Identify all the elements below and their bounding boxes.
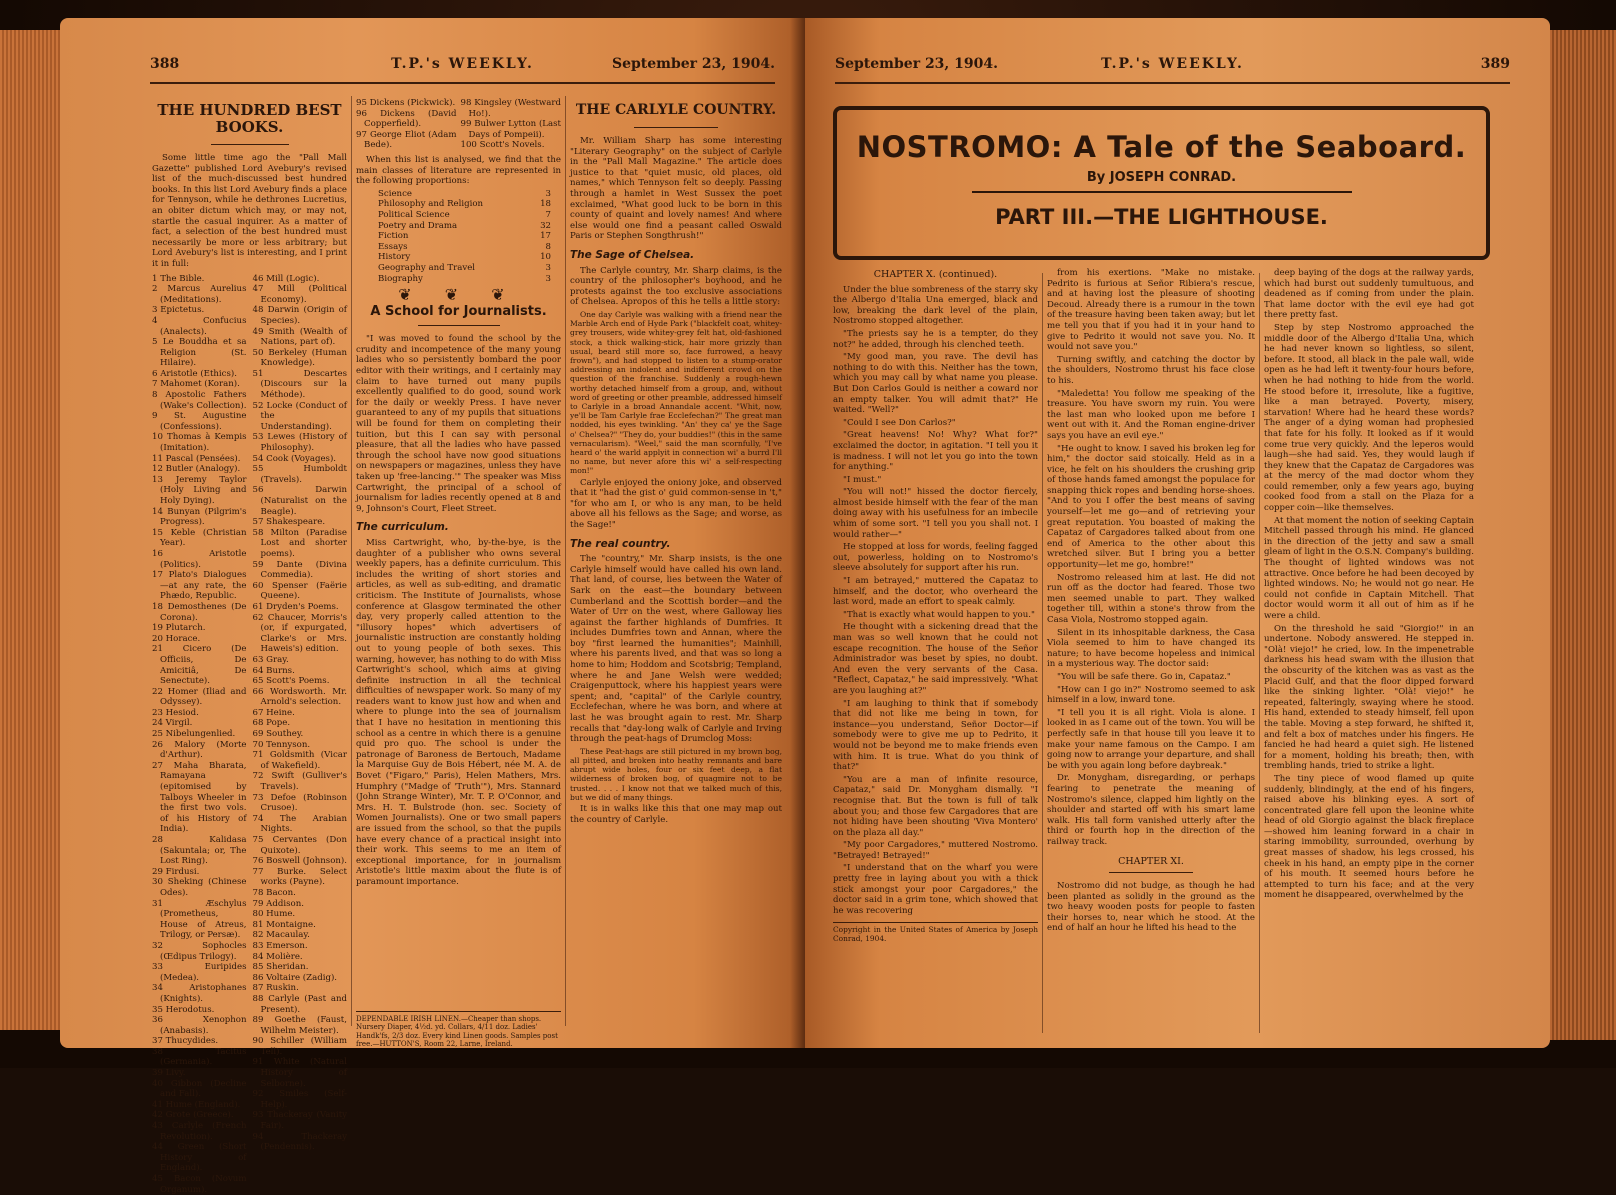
- story-paragraph: "My poor Cargadores," muttered Nostromo. "Betrayed! Betrayed!": [833, 840, 1038, 861]
- proportion-value: 3: [545, 262, 551, 273]
- story-column-3: [1264, 268, 1474, 1038]
- book-list-item: 59 Dante (Divina Commedia).: [252, 559, 347, 581]
- book-list-item: 47 Mill (Political Economy).: [252, 284, 347, 305]
- book-list-item: 6 Aristotle (Ethics).: [152, 368, 237, 379]
- book-list-item: 54 Cook (Voyages).: [252, 453, 337, 464]
- story-paragraph: "Could I see Don Carlos?": [843, 417, 956, 428]
- book-list-item: 74 The Arabian Nights.: [252, 813, 347, 835]
- left-date: September 23, 1904.: [611, 56, 775, 72]
- book-list-item: 1 The Bible.: [152, 273, 205, 284]
- column-rule: [1042, 273, 1043, 1033]
- proportion-row: [356, 210, 561, 221]
- story-column-1-text: [833, 285, 1038, 917]
- book-list-item: 86 Voltaire (Zadig).: [252, 972, 338, 983]
- real-country-head: The real country.: [570, 537, 671, 550]
- chapter-xi-opening: Nostromo did not budge, as though he had been planted as solidly in the ground as the two heavy wooden posts for people to fasten their horses to, near which he stood. At the end of half an hour he lifted his head to the: [1047, 881, 1255, 934]
- book-list-item: 32 Sophocles (Œdipus Trilogy).: [152, 940, 247, 962]
- book-list-item: 23 Hesiod.: [152, 707, 199, 718]
- divider: [1109, 872, 1192, 873]
- book-list-item: 53 Lewes (History of Philosophy).: [252, 432, 347, 454]
- book-list-item: 5 Le Bouddha et sa Religion (St. Hilaire).: [152, 337, 247, 369]
- book-list-item: 36 Xenophon (Anabasis).: [152, 1015, 247, 1036]
- carlyle-quote: One day Carlyle was walking with a friend near the Marble Arch end of Hyde Park ("blackfelt coat, whitey-grey trousers, wide whitey-grey felt hat, old-fashioned stock, a thick walking-stick, hair more grizzly than usual, beard still more so, face furrowed, a heavy frown"), and had stopped to listen to a stump-orator addressing an indolent and indifferent crowd on the question of the franchise. Suddenly a rough-hewn worthy detached himself from a group, and, without word of greeting or other preamble, addressed himself to Carlyle in a broad Annandale accent. "Whit, now, ye'll be Tam Carlyle frae Ecclefechan?" The great man nodded, his eyes twinkling. "An' they ca' ye the Sage o' Chelsea?" "They do, your buddies!" (this in the same vernacularism). "Weel," said the man scornfully, "I've heard o' the warld applyit in connection wi' a burrd I'll no name, but never afore this wi' a self-respecting mon!": [570, 309, 782, 476]
- book-list-item: 40 Gibbon (Decline and Fall).: [152, 1078, 247, 1100]
- book-list-item: 37 Thucydides.: [152, 1036, 219, 1047]
- page-edges-right: [1546, 30, 1616, 1040]
- book-list-item: 24 Virgil.: [152, 718, 193, 729]
- book-list-item: 41 Hume (England).: [152, 1099, 241, 1110]
- ornament: ❦ ❦ ❦: [398, 285, 519, 305]
- proportion-row: [356, 263, 561, 274]
- carlyle-p1: Mr. William Sharp has some interesting "Literary Geography" on the subject of Carlyle in the "Pall Mall Magazine." The article does justice to that "quiet music, old places, old names," which Tennyson felt so deeply. Passing through a hamlet in West Sussex the poet exclaimed, "What good luck to be born in this county of quaint and lovely names! And where else would one find a peasant called Oswald Paris or Stephen Songthrush!": [570, 136, 782, 242]
- right-date: September 23, 1904.: [835, 56, 999, 72]
- book-list-item: 42 Grote (Greece).: [152, 1110, 234, 1121]
- story-paragraph: Turning swiftly, and catching the doctor by the shoulders, Nostromo thrust his face close to his.: [1047, 354, 1255, 386]
- story-paragraph: "I tell you it is all right. Viola is alone. I looked in as I came out of the town. You will be perfectly safe in that house till you leave it to make your name famous on the Campo. I am going now to arrange your departure, and shall be with you again long before daybreak.": [1047, 707, 1255, 771]
- story-paragraph: Under the blue sombreness of the starry sky the Albergo d'Italia Una emerged, black and low, breaking the dark level of the plain, Nostromo stopped altogether.: [833, 284, 1038, 327]
- book-list-item: 2 Marcus Aurelius (Meditations).: [152, 284, 247, 305]
- proportion-value: 17: [540, 231, 551, 242]
- proportion-label: Philosophy and Religion: [378, 199, 484, 210]
- book-list-item: 80 Hume.: [252, 909, 296, 920]
- proportion-label: Geography and Travel: [378, 262, 476, 273]
- story-paragraph: "You will be safe there. Go in, Capataz.": [1057, 671, 1231, 682]
- story-paragraph: "That is exactly what would happen to you.": [843, 609, 1035, 620]
- sage-head: The Sage of Chelsea.: [570, 248, 695, 261]
- proportion-row: [356, 231, 561, 242]
- book-list-item: 56 Darwin (Naturalist on the Beagle).: [252, 485, 347, 517]
- book-list-item: 93 Thackeray (Vanity Fair).: [252, 1110, 347, 1132]
- book-list-item: 71 Goldsmith (Vicar of Wakefield).: [252, 750, 347, 771]
- book-list-item: 16 Aristotle (Politics).: [152, 548, 247, 570]
- story-column-1: [833, 268, 1038, 1038]
- proportion-row: [356, 221, 561, 232]
- book-list: [152, 274, 347, 1195]
- proportion-row: [356, 274, 561, 285]
- book-list-item: 28 Kalidasa (Sakuntala; or, The Lost Ring).: [152, 835, 247, 867]
- book-list-item: 62 Chaucer, Morris's (or, if expurgated, Clarke's or Mrs. Haweis's) edition.: [252, 612, 347, 655]
- book-list-item: 12 Butler (Analogy).: [152, 464, 241, 475]
- story-paragraph: "I am laughing to think that if somebody that did not like me being in town, for instance—you understand, Señor Doctor—if somebody were to give me up to Pedrito, it would not be beyond me to make friends even with him. It is true. What do you think of that?": [833, 698, 1038, 773]
- nostromo-byline: By JOSEPH CONRAD.: [1086, 170, 1237, 185]
- book-list-item: 92 Smiles (Self-Help).: [252, 1089, 347, 1110]
- book-list-item: 97 George Eliot (Adam Bede).: [356, 129, 457, 151]
- proportion-label: Poetry and Drama: [378, 220, 458, 231]
- book-list-item: 82 Macaulay.: [252, 930, 310, 941]
- book-list-item: 75 Cervantes (Don Quixote).: [252, 835, 347, 856]
- story-paragraph: "You are a man of infinite resource, Capataz," said Dr. Monygham dismally. "I recognise that. But the town is full of talk about you; and those few Cargadores that are not hiding have been shouting 'Viva Montero' on the plaza all day.": [833, 774, 1038, 838]
- school-title: A School for Journalists.: [370, 303, 547, 319]
- story-paragraph: Dr. Monygham, disregarding, or perhaps fearing to penetrate the meaning of Nostromo's silence, clapped him lightly on the shoulder and started off with his smart lame walk. His tall form vanished utterly after the third or fourth hop in the direction of the railway track.: [1047, 773, 1255, 847]
- book-list-item: 67 Heine.: [252, 707, 295, 718]
- story-paragraph: "You will not!" hissed the doctor fiercely, almost beside himself with the fear of the man doing away with his usefulness for an imbecile whim of some sort. "I tell you you shall not. I would rather—": [833, 487, 1038, 540]
- book-list-item: 85 Sheridan.: [252, 962, 309, 973]
- proportion-label: Essays: [378, 241, 408, 252]
- proportion-value: 7: [545, 209, 551, 220]
- book-list-item: 98 Kingsley (Westward Ho!).: [460, 98, 561, 119]
- book-list-item: 25 Nibelungenlied.: [152, 729, 236, 740]
- carlyle-title: THE CARLYLE COUNTRY.: [575, 102, 777, 118]
- column-rule: [351, 96, 352, 1026]
- book-list-item: 17 Plato's Dialogues—at any rate, the Phædo, Republic.: [152, 570, 247, 602]
- book-list-item: 49 Smith (Wealth of Nations, part of).: [252, 326, 347, 348]
- book-list-item: 61 Dryden's Poems.: [252, 601, 339, 612]
- linen-advert: DEPENDABLE IRISH LINEN.—Cheaper than shops. Nursery Diaper, 4½d. yd. Collars, 4/11 doz. Ladies' Handk'fs, 2/3 doz. Every kind Linen goods. Samples post free.—HUTTON'S, Room 22, Larne, Ireland.: [356, 1011, 561, 1049]
- book-list-item: 63 Gray.: [252, 654, 289, 665]
- school-p1: "I was moved to found the school by the crudity and incompetence of the many young ladies who so persistently bombard the poor editor with their writings, and I certainly may claim to have turned out many pupils excellently qualified to do good, sound work for the daily or weekly Press. I have never guaranteed to any of my pupils that situations will be found for them on completing their tuition, but this I can say with personal pleasure, that all the ladies who have passed through the school have now good situations on newspapers or magazines, unless they have taken up 'free-lancing.'" The speaker was Miss Cartwright, the principal of a school of journalism for ladies recently opened at 8 and 9, Johnson's Court, Fleet Street.: [356, 334, 561, 514]
- story-paragraph: "Great heavens! No! Why? What for?" exclaimed the doctor, in agitation. "I tell you it is madness. I will not let you go into the town for anything.": [833, 430, 1038, 473]
- book-list-item: 19 Plutarch.: [152, 623, 206, 634]
- carlyle-column: [570, 98, 782, 1038]
- book-list-item: 87 Ruskin.: [252, 983, 299, 994]
- nostromo-part: PART III.—THE LIGHTHOUSE.: [995, 205, 1328, 229]
- story-paragraph: deep baying of the dogs at the railway yards, which had burst out suddenly tumultuous, and deadened as if coming from under the plain. That lame doctor with the evil eye had got there pretty fast.: [1264, 268, 1474, 321]
- carlyle-p3: Carlyle enjoyed the oniony joke, and observed that it "had the gist o' guid common-sense in 't," "for who am I, or who is any man, to be held above all his fellows as the Sage; and worse, as the Sage!": [570, 477, 782, 530]
- school-column: [356, 98, 561, 1038]
- left-masthead: T.P.'s WEEKLY.: [391, 56, 534, 72]
- book-list-item: 52 Locke (Conduct of the Understanding).: [252, 400, 347, 432]
- divider: [972, 191, 1352, 193]
- book-list-item: 90 Schiller (William Tell).: [252, 1036, 347, 1057]
- book-list-item: 70 Tennyson.: [252, 739, 311, 750]
- proportion-label: Biography: [378, 273, 423, 284]
- proportion-label: Science: [378, 188, 412, 199]
- book-list-item: 31 Æschylus (Prometheus, House of Atreus, Trilogy, or Persæ).: [152, 898, 247, 941]
- carlyle-p4: The "country," Mr. Sharp insists, is the one Carlyle himself would have called his own land. That land, of course, lies between the Water of Sark on the east—the boundary between Cumberland and the Scottish border—and the Water of Urr on the west, where Galloway lies against the farther highlands of Dumfries. It includes Dumfries town and Annan, where the boy "first learned the humanities"; Mainhill, where his parents lived, and that was so long a home to him; Hoddom and Scotsbrig; Templand, where he and Jane Welsh were wedded; Craigenputtock, where his happiest years were spent; and, "capital" of the Carlyle country, Ecclefechan, where he was born, and where at last he was brought again to rest. Mr. Sharp recalls that "day-long walk of Carlyle and Irving through the peat-hags of Drumclog Moss:: [570, 554, 782, 745]
- story-paragraph: "Maledetta! You follow me speaking of the treasure. You have sworn my ruin. You were the last man who looked upon me before I went out with it. And the Roman engine-driver says you have an evil eye.": [1047, 388, 1255, 441]
- story-paragraph: Nostromo released him at last. He did not run off as the doctor had feared. Those two men seemed unable to part. They walked together till, within a stone's throw from the Casa Viola, Nostromo stopped again.: [1047, 572, 1255, 625]
- column-rule: [1259, 273, 1260, 1033]
- book-list-item: 55 Humboldt (Travels).: [252, 464, 347, 485]
- story-paragraph: "I am betrayed," muttered the Capataz to himself, and the doctor, who overheard the last word, made an effort to speak calmly.: [833, 576, 1038, 608]
- book-list-item: 18 Demosthenes (De Corona).: [152, 601, 247, 623]
- divider: [418, 325, 500, 326]
- proportion-value: 3: [545, 188, 551, 199]
- book-list-item: 3 Epictetus.: [152, 305, 205, 316]
- book-list-item: 38 Tacitus (Germania).: [152, 1046, 247, 1068]
- carlyle-quote2: These Peat-hags are still pictured in my brown bog, all pitted, and broken into heathy remnants and bare abrupt wide holes, four or six feet deep, a flat wilderness of broken bog, of quagmire not to be trusted. . . . I know not that we talked much of this, but we did of many things.: [570, 746, 782, 802]
- story-paragraph: He thought with a sickening dread that the man was so well known that he could not escape recognition. The house of the Señor Administrador was beset by spies, no doubt. And even the very servants of the Casa. "Reflect, Capataz," he said impressively. "What are you laughing at?": [833, 622, 1038, 696]
- book-list-item: 79 Addison.: [252, 898, 304, 909]
- book-list-item: 10 Thomas à Kempis (Imitation).: [152, 432, 247, 454]
- book-list-item: 84 Molière.: [252, 951, 303, 962]
- book-list-item: 69 Southey.: [252, 729, 304, 740]
- book-list-item: 27 Maha Bharata, Ramayana (epitomised by Talboys Wheeler in the first two vols. of his History of India).: [152, 760, 247, 835]
- proportion-row: [356, 189, 561, 200]
- book-list-item: 73 Defoe (Robinson Crusoe).: [252, 792, 347, 814]
- book-list-item: 45 Bacon (Novum Organum).: [152, 1174, 247, 1195]
- story-column-2-text: [1047, 268, 1255, 847]
- proportion-value: 18: [540, 199, 551, 210]
- book-list-item: 65 Scott's Poems.: [252, 676, 330, 687]
- book-list-item: 44 Green (Short History of England).: [152, 1142, 247, 1174]
- chapter-x-heading: CHAPTER X. (continued).: [873, 269, 998, 280]
- analysis-intro: When this list is analysed, we find that the main classes of literature are represented in the following proportions:: [356, 154, 561, 187]
- right-page-number: 389: [1480, 56, 1510, 72]
- book-list-item: 64 Burns.: [252, 665, 295, 676]
- story-paragraph: On the threshold he said "Giorgio!" in an undertone. Nobody answered. He stepped in. "Olà! viejo!" he cried, low. In the impenetrable darkness his head swam with the illusion that the obscurity of the kitchen was as vast as the Placid Gulf, and that the floor dipped forward like the sinking lighter. "Olà! viejo!" he repeated, falteringly, swaying where he stood. His hand, extended to steady himself, fell upon the table. Moving a step forward, he shifted it, and felt a box of matches under his fingers. He fancied he had heard a quiet sigh. He listened for a moment, holding his breath; then, with trembling hands, tried to strike a light.: [1264, 623, 1474, 772]
- book-list-item: 46 Mill (Logic).: [252, 273, 320, 284]
- proportion-label: Fiction: [378, 231, 409, 242]
- school-p2: Miss Cartwright, who, by-the-bye, is the daughter of a publisher who owns several weekly papers, has a definite curriculum. This includes the writing of short stories and articles, as well as sub-editing, and dramatic criticism. The Institute of Journalists, whose conference at Glasgow terminated the other day, very properly called attention to the "illusory hopes" which advertisers of journalistic instruction are constantly holding out to young people of both sexes. This warning, however, has nothing to do with Miss Cartwright's school, which aims at giving definite instruction in all the technical difficulties of newspaper work. So many of my readers want to know just how and when and where to plunge into the sea of journalism that I have no hesitation in mentioning this school as a centre in which there is a genuine quid pro quo. The school is under the patronage of Baroness de Bertouch, Madame la Marquise Guy de Bois Hébert, née M. A. de Bovet ("Figaro," Paris), Helen Mathers, Mrs. Humphry ("Madge of 'Truth'"), Mrs. Stannard (John Strange Winter), Mr. T. P. O'Connor, and Mrs. H. T. Bulstrode (hon. sec. Society of Women Journalists). One or two small papers are issued from the school, so that the pupils have every chance of a practical insight into their work. This seems to me an item of exceptional importance, for in journalism Aristotle's little maxim about the flute is of paramount importance.: [356, 537, 561, 887]
- book-list-item: 21 Cicero (De Officiis, De Amicitiâ, De Senectute).: [152, 644, 247, 687]
- story-paragraph: "I must.": [843, 474, 882, 485]
- book-list-item: 4 Confucius (Analects).: [152, 315, 247, 337]
- story-paragraph: "The priests say he is a tempter, do they not?" he added, through his clenched teeth.: [833, 328, 1038, 350]
- book-list-item: 99 Bulwer Lytton (Last Days of Pompeii).: [460, 119, 561, 140]
- book-list-item: 66 Wordsworth. Mr. Arnold's selection.: [252, 686, 347, 708]
- copyright-note: Copyright in the United States of America by Joseph Conrad, 1904.: [833, 922, 1038, 943]
- story-paragraph: "I understand that on the wharf you were pretty free in laying about you with a thick stick amongst your poor Cargadores," the doctor said in a grim tone, which showed that he was recovering: [833, 863, 1038, 916]
- book-list-item: 33 Euripides (Medea).: [152, 962, 247, 983]
- book-list-item: 8 Apostolic Fathers (Wake's Collection).: [152, 390, 247, 411]
- book-list-item: 95 Dickens (Pickwick).: [356, 98, 456, 108]
- book-list-c: [356, 98, 561, 151]
- column-rule: [565, 96, 566, 1026]
- book-list-item: 68 Pope.: [252, 718, 291, 729]
- book-list-item: 91 White (Natural History of Selborne).: [252, 1057, 347, 1089]
- proportion-row: [356, 242, 561, 253]
- book-list-item: 9 St. Augustine (Confessions).: [152, 411, 247, 432]
- story-paragraph: "He ought to know. I saved his broken leg for him," the doctor said stoically. Held as in a vice, he felt on his shoulders the crushing grip of those hands famed amongst the populace for snapping thick ropes and bending horse-shoes. "And to you I offer the best means of saving yourself—let me go—and of retrieving your great reputation. You boasted of making the Capataz of Cargadores talked about from one end of America to the other about this wretched silver. But I bring you a better opportunity—let me go, hombre!": [1047, 443, 1255, 571]
- book-list-item: 13 Jeremy Taylor (Holy Living and Holy Dying).: [152, 474, 247, 506]
- book-list-a: [152, 274, 247, 1195]
- book-list-b: [253, 274, 348, 1195]
- proportions-table: [356, 189, 561, 284]
- book-list-item: 14 Bunyan (Pilgrim's Progress).: [152, 506, 247, 528]
- book-list-item: 72 Swift (Gulliver's Travels).: [252, 771, 347, 793]
- book-list-item: 34 Aristophanes (Knights).: [152, 983, 247, 1004]
- proportion-label: Political Science: [378, 209, 450, 220]
- proportion-value: 10: [540, 252, 551, 263]
- left-page: [60, 18, 805, 1195]
- book-list-item: 15 Keble (Christian Year).: [152, 527, 247, 549]
- book-list-item: 51 Descartes (Discours sur la Méthode).: [252, 368, 347, 401]
- divider: [634, 127, 719, 128]
- story-paragraph: The tiny piece of wood flamed up quite suddenly, blindingly, at the end of his fingers, raised above his blinking eyes. A sort of concentrated glare fell upon the leonine white head of old Giorgio against the black fireplace—showed him leaning forward in a chair in staring immobility, surrounded, overhung by great masses of shadow, his legs crossed, his cheek in his hand, an empty pipe in the corner of his mouth. It seemed hours before he attempted to turn his face; and at the very moment he disappeared, overwhelmed by the: [1264, 773, 1474, 901]
- proportion-value: 32: [540, 220, 551, 231]
- divider: [211, 144, 289, 145]
- book-list-item: 60 Spenser (Faërie Queene).: [252, 580, 347, 602]
- book-list-item: 96 Dickens (David Copperfield).: [356, 108, 457, 130]
- book-list-item: 88 Carlyle (Past and Present).: [252, 993, 347, 1015]
- book-list-item: 94 Thackeray (Pendennis).: [252, 1131, 347, 1153]
- proportion-value: 8: [545, 241, 551, 252]
- left-page-number: 388: [150, 56, 180, 72]
- curriculum-head: The curriculum.: [356, 521, 449, 534]
- story-paragraph: Step by step Nostromo approached the middle door of the Albergo d'Italia Una, which he had never known so lightless, so silent, before. It stood, all black in the pale wall, wide open as he had left it twenty-four hours before, when he had nothing to hide from the world. He stood before it, irresolute, like a fugitive, like a man betrayed. Poverty, misery, starvation! Where had he heard these words? The anger of a dying woman had prophesied that fate for his folly. It looked as if it would come true very quickly. And the leperos would laugh—she had said. Yes, they would laugh if they knew that the Capataz de Cargadores was at the mercy of the mad doctor whom they could remember, only a few years ago, buying cooked food from a stall on the Plaza for a copper coin—like themselves.: [1264, 322, 1474, 514]
- book-list-item: 43 Carlyle (French Revolution).: [152, 1121, 247, 1142]
- proportion-label: History: [378, 252, 411, 263]
- carlyle-p2: The Carlyle country, Mr. Sharp claims, is the country of the philosopher's boyhood, and he protests against the too exclusive associations of Chelsea. Apropos of this he tells a little story:: [570, 265, 782, 308]
- left-running-head: [150, 56, 775, 84]
- story-paragraph: "My good man, you rave. The devil has nothing to do with this. Neither has the town, which you may call by what name you please. But Don Carlos Gould is neither a coward nor an empty talker. You will admit that?" He waited. "Well?": [833, 352, 1038, 416]
- book-list-item: 48 Darwin (Origin of Species).: [252, 305, 347, 326]
- story-paragraph: He stopped at loss for words, feeling fagged out, powerless, holding on to Nostromo's sleeve absolutely for support after his run.: [833, 542, 1038, 574]
- proportion-row: [356, 252, 561, 263]
- book-list-item: 89 Goethe (Faust, Wilhelm Meister).: [252, 1015, 347, 1036]
- book-list-item: 83 Emerson.: [252, 940, 308, 951]
- book-list-item: 30 Sheking (Chinese Odes).: [152, 877, 247, 898]
- chapter-xi-heading: CHAPTER XI.: [1118, 856, 1184, 868]
- book-list-item: 7 Mahomet (Koran).: [152, 379, 240, 390]
- book-list-item: 26 Malory (Morte d'Arthur).: [152, 739, 247, 761]
- story-column-3-text: [1264, 268, 1474, 901]
- book-list-item: 76 Boswell (Johnson).: [252, 856, 347, 867]
- hundred-books-intro: Some little time ago the "Pall Mall Gazette" published Lord Avebury's revised list of the much-discussed best hundred books. In this list Lord Avebury finds a place for Tennyson, while he dethrones Lucretius, an obiter dictum which may, or may not, startle the casual inquirer. As a matter of fact, a selection of the best hundred must necessarily be more or less arbitrary; but Lord Avebury's list is interesting, and I print it in full:: [152, 153, 347, 269]
- book-list-item: 57 Shakespeare.: [252, 517, 326, 528]
- book-list-item: 11 Pascal (Pensées).: [152, 453, 241, 464]
- story-paragraph: At that moment the notion of seeking Captain Mitchell passed through his mind. He glanced in the direction of the jetty and saw a small gleam of light in the O.S.N. Company's building. The thought of lighted windows was not attractive. Once before he had been decoyed by lighted windows. No; he would not go near. He could not confide in Captain Mitchell. That doctor would worm it all out of him as if he were a child.: [1264, 515, 1474, 621]
- nostromo-title: NOSTROMO: A Tale of the Seaboard.: [856, 130, 1467, 164]
- book-list-item: 50 Berkeley (Human Knowledge).: [252, 347, 347, 369]
- nostromo-title-box: [833, 106, 1490, 260]
- hundred-books-title: THE HUNDRED BEST BOOKS.: [157, 101, 342, 136]
- proportion-row: [356, 199, 561, 210]
- story-column-2: [1047, 268, 1255, 1038]
- story-paragraph: Silent in its inhospitable darkness, the Casa Viola seemed to him to have changed its nature; to have become hopeless and inimical in a mysterious way. The doctor said:: [1047, 627, 1255, 670]
- book-list-item: 29 Firdusi.: [152, 866, 200, 877]
- book-list-item: 39 Livy.: [152, 1068, 186, 1079]
- book-list-item: 100 Scott's Novels.: [460, 140, 545, 151]
- hundred-books-column: [152, 98, 347, 1195]
- right-page: [805, 18, 1550, 1048]
- carlyle-p5: It is in walks like this that one may map out the country of Carlyle.: [570, 804, 782, 825]
- book-list-item: 35 Herodotus.: [152, 1004, 215, 1015]
- book-list-item: 20 Horace.: [152, 633, 201, 644]
- book-list-item: 58 Milton (Paradise Lost and shorter poems).: [252, 527, 347, 559]
- story-paragraph: "How can I go in?" Nostromo seemed to ask himself in a low, inward tone.: [1047, 684, 1255, 706]
- book-list-item: 22 Homer (Iliad and Odyssey).: [152, 686, 247, 708]
- story-paragraph: from his exertions. "Make no mistake. Pedrito is furious at Señor Ribiera's rescue, and at having lost the pleasure of shooting Decoud. Already there is a rumour in the town of the treasure having been taken away; but let me tell you that if you had it in your hand to give to Pedrito it would not save you. No. It would not save you.": [1047, 268, 1255, 353]
- book-list-item: 77 Burke. Select works (Payne).: [252, 866, 347, 888]
- proportion-value: 3: [545, 273, 551, 284]
- right-masthead: T.P.'s WEEKLY.: [1101, 56, 1244, 72]
- book-list-item: 78 Bacon.: [252, 887, 296, 898]
- right-running-head: [835, 56, 1510, 84]
- book-list-item: 81 Montaigne.: [252, 919, 316, 930]
